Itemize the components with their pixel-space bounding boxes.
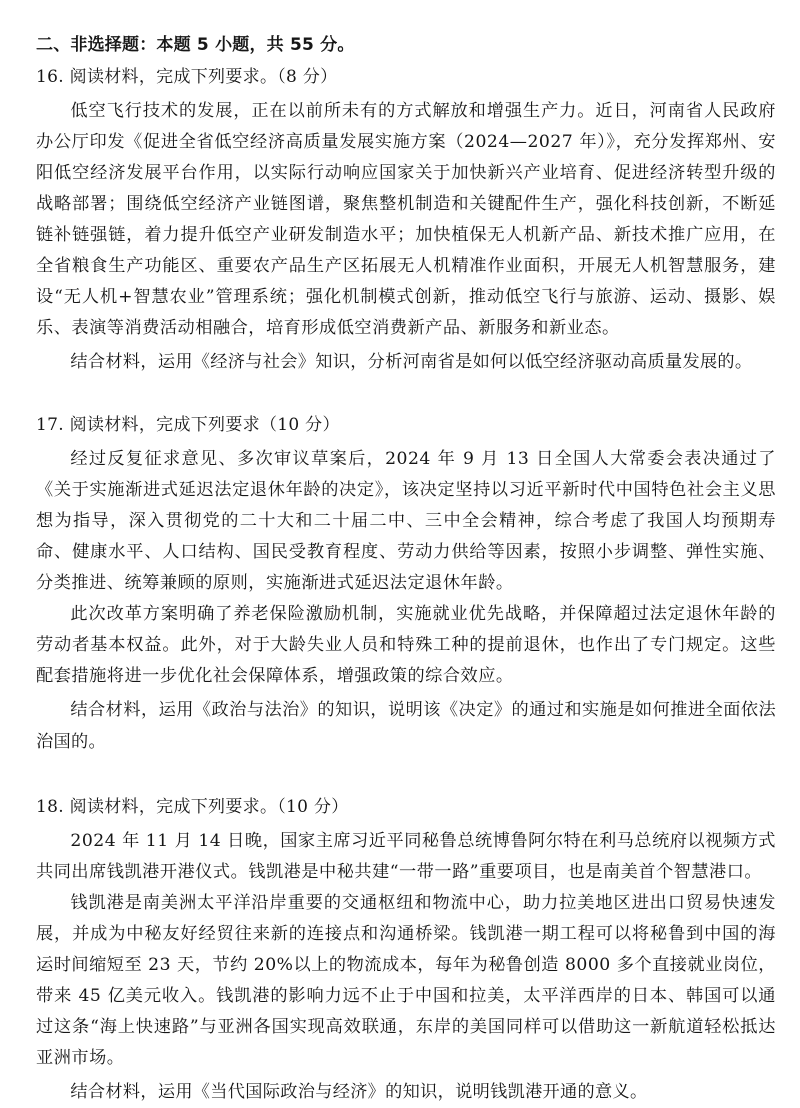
material-paragraph: 低空飞行技术的发展，正在以前所未有的方式解放和增强生产力。近日，河南省人民政府办公厅印发《促进全省低空经济高质量发展实施方案（2024—2027 年）》，充分发挥郑州、安阳低空经济发展平台作用，以实际行动响应国家关于加快新兴产业培育、促进经济转型升级的战略部署；围绕低空经济产业链图谱，聚焦整机制造和关键配件生产，强化科技创新，不断延链补链强链，着力提升低空产业研发制造水平；加快植保无人机新产品、新技术推广应用，在全省粮食生产功能区、重要农产品生产区拓展无人机精准作业面积，开展无人机智慧服务，建设“无人机+智慧农业”管理系统；强化机制模式创新，推动低空飞行与旅游、运动、摄影、娱乐、表演等消费活动相融合，培育形成低空消费新产品、新服务和新业态。 (36, 101, 776, 338)
material-paragraph: 钱凯港是南美洲太平洋沿岸重要的交通枢纽和物流中心，助力拉美地区进出口贸易快速发展，并成为中秘友好经贸往来新的连接点和沟通桥梁。钱凯港一期工程可以将秘鲁到中国的海运时间缩短至 23 天，节约 20%以上的物流成本，每年为秘鲁创造 8000 多个直接就业岗位，带来 45 亿美元收入。钱凯港的影响力远不止于中国和拉美，太平洋西岸的日本、韩国可以通过这条“海上快速路”与亚洲各国实现高效联通，东岸的美国同样可以借助这一新航道轻松抵达亚洲市场。 (36, 893, 776, 1068)
question-title: 18. 阅读材料，完成下列要求。（10 分） (36, 797, 349, 817)
exam-page (36, 34, 776, 1108)
question-task: 结合材料，运用《经济与社会》知识，分析河南省是如何以低空经济驱动高质量发展的。 (70, 352, 753, 372)
material-paragraph: 经过反复征求意见、多次审议草案后，2024 年 9 月 13 日全国人大常委会表决通过了《关于实施渐进式延迟法定退休年龄的决定》，该决定坚持以习近平新时代中国特色社会主义思想为指导，深入贯彻党的二十大和二十届二中、三中全会精神，综合考虑了我国人均预期寿命、健康水平、人口结构、国民受教育程度、劳动力供给等因素，按照小步调整、弹性实施、分类推进、统筹兼顾的原则，实施渐进式延迟法定退休年龄。 (36, 449, 776, 593)
question-title: 16. 阅读材料，完成下列要求。（8 分） (36, 67, 338, 87)
material-paragraph: 2024 年 11 月 14 日晚，国家主席习近平同秘鲁总统博鲁阿尔特在利马总统府以视频方式共同出席钱凯港开港仪式。钱凯港是中秘共建“一带一路”重要项目，也是南美首个智慧港口。 (36, 831, 776, 882)
section-heading: 二、非选择题：本题 5 小题，共 55 分。 (36, 35, 355, 55)
material-paragraph: 此次改革方案明确了养老保险激励机制，实施就业优先战略，并保障超过法定退休年龄的劳动者基本权益。此外，对于大龄失业人员和特殊工种的提前退休，也作出了专门规定。这些配套措施将进一步优化社会保障体系，增强政策的综合效应。 (36, 604, 776, 686)
question-title: 17. 阅读材料，完成下列要求（10 分） (36, 415, 340, 435)
question-task: 结合材料，运用《政治与法治》的知识，说明该《决定》的通过和实施是如何推进全面依法治国的。 (36, 700, 776, 752)
question-task: 结合材料，运用《当代国际政治与经济》的知识，说明钱凯港开通的意义。 (70, 1082, 648, 1102)
question-16 (36, 64, 776, 378)
question-18 (36, 794, 776, 1108)
question-17 (36, 412, 776, 758)
